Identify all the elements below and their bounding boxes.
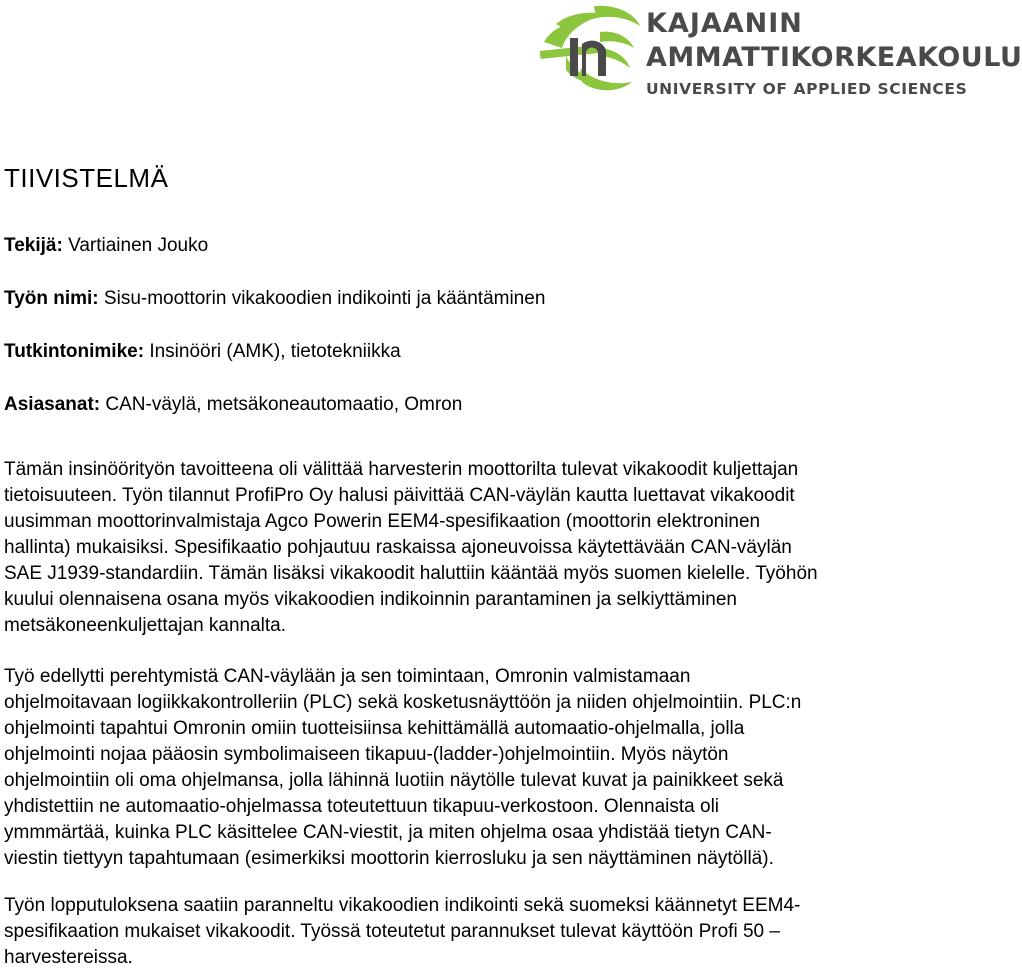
logo-mark-icon: [536, 4, 646, 94]
paragraph-line: ohjelmointi tapahtui Omronin omiin tuotteisiinsa kehittämällä automaatio-ohjelmalla, jolla: [4, 718, 745, 739]
paragraph-line: ohjelmointiin oli oma ohjelmansa, jolla lähinnä luotiin näytölle tulevat kuvat ja painikkeet sekä: [4, 770, 784, 791]
degree-value: Insinööri (AMK), tietotekniikka: [149, 341, 401, 362]
paragraph-line: kuului olennaisena osana myös vikakoodien indikoinnin parantaminen ja selkiyttäminen: [4, 589, 738, 610]
keywords-label: Asiasanat:: [4, 394, 101, 415]
paragraph-line: yhdistettiin ne automaatio-ohjelmassa toteutettuun tikapuu-verkostoon. Olennaista oli: [4, 796, 720, 817]
paragraph-line: Tämän insinöörityön tavoitteena oli välittää harvesterin moottorilta tulevat vikakoodit kuljettajan: [4, 459, 799, 480]
paragraph-line: ymmmärtää, kuinka PLC käsittelee CAN-viestit, ja miten ohjelma osaa yhdistää tietyn CAN-: [4, 822, 772, 843]
paragraph-line: SAE J1939-standardiin. Tämän lisäksi vikakoodit haluttiin kääntää myös suomen kielelle. Työhön: [4, 563, 818, 584]
paragraph-line: ohjelmointi nojaa pääosin symbolimaiseen tikapuu-(ladder-)ohjelmointiin. Myös näytön: [4, 744, 729, 765]
logo-line-2: AMMATTIKORKEAKOULU: [646, 42, 1022, 73]
paragraph-line: Työ edellytti perehtymistä CAN-väylään ja sen toimintaan, Omronin valmistamaan: [4, 666, 691, 687]
paragraph-line: ohjelmoitavaan logiikkakontrolleriin (PLC) sekä kosketusnäyttöön ja niiden ohjelmointiin. PLC:n: [4, 692, 802, 713]
abstract-paragraph-3: [4, 893, 944, 971]
paragraph-line: harvestereissa.: [4, 947, 133, 968]
work-title-line: [4, 288, 545, 310]
degree-line: [4, 341, 401, 363]
logo-line-1: KAJAANIN: [646, 8, 803, 39]
keywords-value: CAN-väylä, metsäkoneautomaatio, Omron: [105, 394, 463, 415]
paragraph-line: metsäkoneenkuljettajan kannalta.: [4, 615, 287, 636]
paragraph-line: viestin tiettyyn tapahtumaan (esimerkiksi moottorin kierrosluku ja sen näyttäminen näytöllä).: [4, 848, 774, 869]
degree-label: Tutkintonimike:: [4, 341, 145, 362]
author-line: [4, 235, 208, 257]
author-label: Tekijä:: [4, 235, 63, 256]
paragraph-line: tietoisuuteen. Työn tilannut ProfiPro Oy halusi päivittää CAN-väylän kautta luettavat vikakoodit: [4, 485, 795, 506]
keywords-line: [4, 394, 462, 416]
abstract-paragraph-2: [4, 664, 944, 872]
paragraph-line: Työn lopputuloksena saatiin paranneltu vikakoodien indikointi sekä suomeksi käännetyt EEM4-: [4, 895, 801, 916]
paragraph-line: uusimman moottorinvalmistaja Agco Powerin EEM4-spesifikaation (moottorin elektroninen: [4, 511, 761, 532]
page-title: TIIVISTELMÄ: [4, 163, 169, 193]
school-logo: [536, 4, 1022, 100]
paragraph-line: spesifikaation mukaiset vikakoodit. Työssä toteutetut parannukset tulevat käyttöön Profi 50 –: [4, 921, 780, 942]
logo-wordmark: [646, 10, 1022, 98]
logo-line-3: UNIVERSITY OF APPLIED SCIENCES: [646, 80, 968, 98]
paragraph-line: hallinta) mukaisiksi. Spesifikaatio pohjautuu raskaissa ajoneuvoissa käytettävään CAN-väylän: [4, 537, 792, 558]
work-title-value: Sisu-moottorin vikakoodien indikointi ja kääntäminen: [103, 288, 546, 309]
abstract-paragraph-1: [4, 457, 944, 639]
author-value: Vartiainen Jouko: [68, 235, 209, 256]
work-title-label: Työn nimi:: [4, 288, 99, 309]
